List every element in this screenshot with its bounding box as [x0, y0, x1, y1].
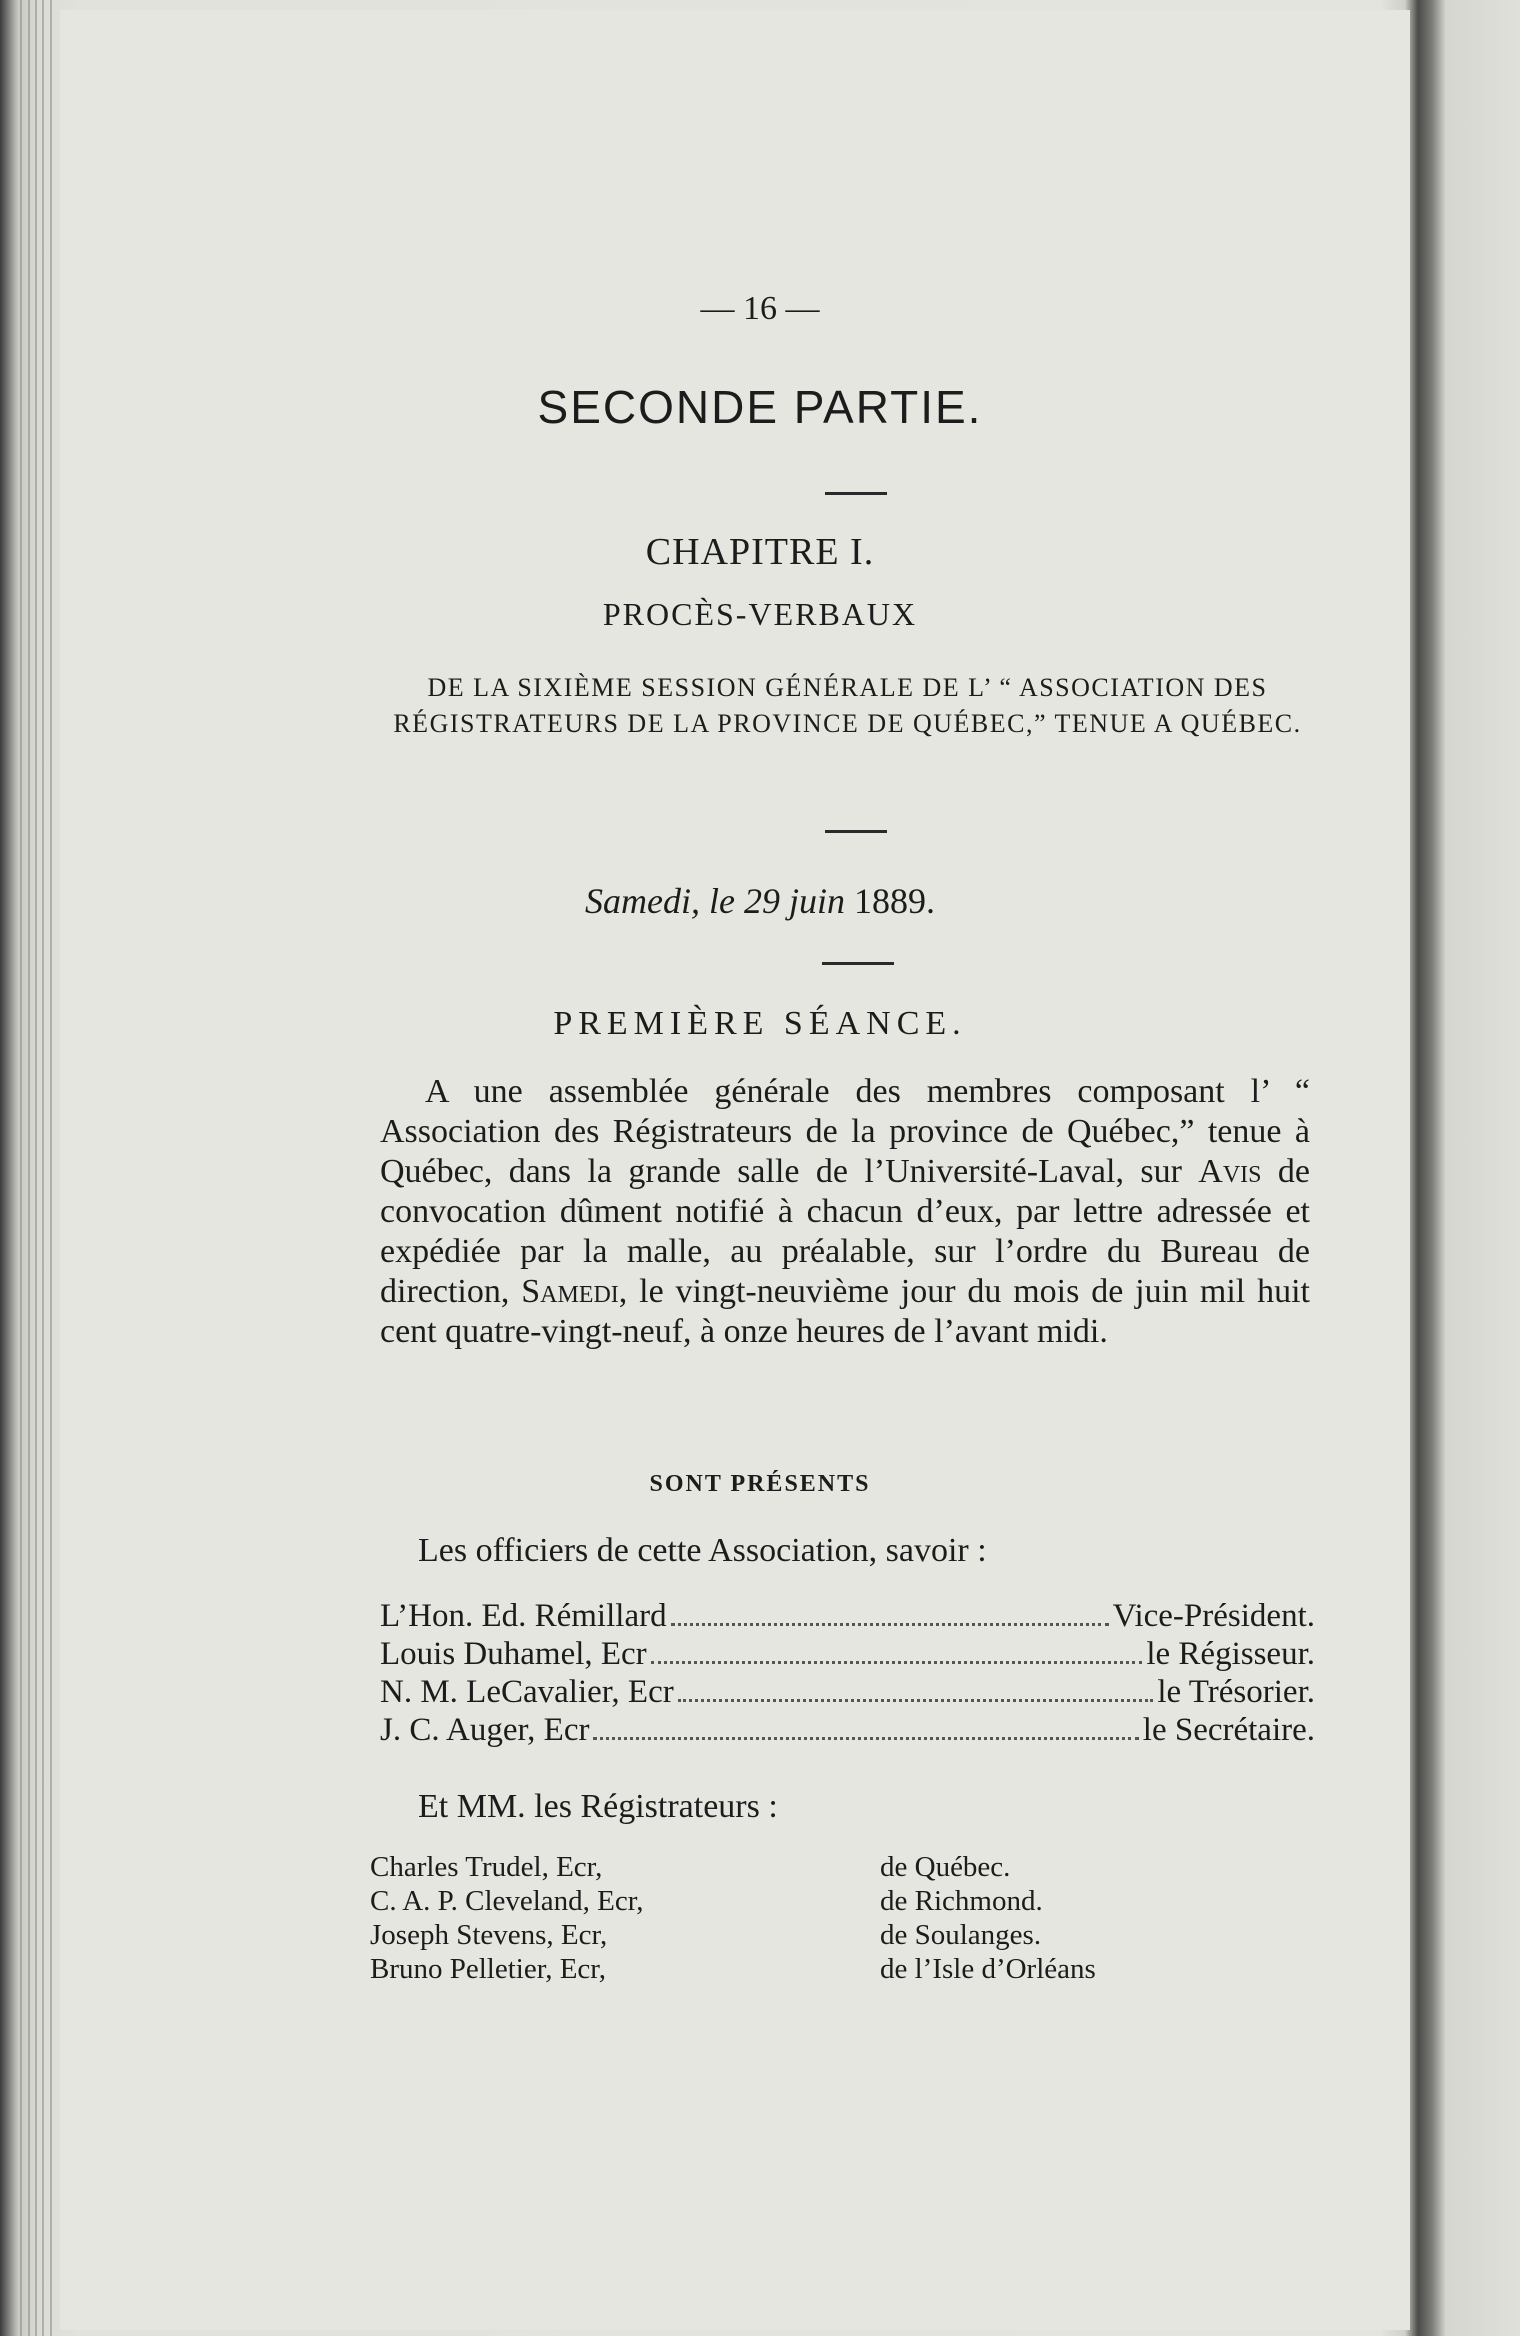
registrar-row	[370, 1884, 1190, 1918]
registrar-row	[370, 1952, 1190, 1986]
registrar-name: C. A. P. Cleveland, Ecr,	[370, 1885, 644, 1917]
registrar-place: de Richmond.	[880, 1885, 1043, 1917]
officer-row	[380, 1674, 1315, 1712]
leader-dots	[593, 1737, 1138, 1740]
leader-dots	[678, 1699, 1154, 1702]
present-heading: SONT PRÉSENTS	[649, 1471, 871, 1497]
officer-name: L’Hon. Ed. Rémillard	[380, 1598, 667, 1634]
officer-name: J. C. Auger, Ecr	[380, 1712, 590, 1748]
registrar-name: Bruno Pelletier, Ecr,	[370, 1953, 607, 1985]
registrars-list	[370, 1850, 1190, 1986]
registrar-row	[370, 1918, 1190, 1952]
officer-role: Vice-Président.	[1112, 1598, 1315, 1634]
paragraph-part2: de convocation dûment notifié à chacun d’eux, par lettre adressée et expédiée par la malle, au préalable, sur l’ordre du Bureau de direction,	[380, 1153, 1311, 1310]
officer-row	[380, 1712, 1315, 1750]
paragraph-samedi: Samedi	[521, 1273, 619, 1310]
registrar-place: de Soulanges.	[880, 1919, 1042, 1951]
session-heading: DE LA SIXIÈME SESSION GÉNÉRALE DE L’ “ ASSOCIATION DES RÉGISTRATEURS DE LA PROVINCE DE QUÉBEC,” TENUE A QUÉBEC.	[393, 673, 1302, 738]
paragraph-avis: Avis	[1198, 1153, 1262, 1190]
officers-intro: Les officiers de cette Association, savoir :	[418, 1532, 987, 1569]
session-date	[0, 880, 1520, 922]
officers-list	[380, 1598, 1315, 1750]
page-number: — 16 —	[700, 290, 820, 327]
officer-row	[380, 1598, 1315, 1636]
leader-dots	[671, 1623, 1109, 1626]
paragraph-part3: , le vingt-neuvième jour du mois de juin mil huit cent quatre-vingt-neuf, à onze heures de l’avant midi.	[380, 1273, 1310, 1350]
registrar-row	[370, 1850, 1190, 1884]
leader-dots	[651, 1661, 1143, 1664]
date-day-month: 29 juin	[743, 881, 845, 921]
officer-role: le Secrétaire.	[1142, 1712, 1315, 1748]
page-edge-lines	[20, 0, 60, 2336]
officer-row	[380, 1636, 1315, 1674]
chapter-title: CHAPITRE I.	[645, 531, 875, 573]
divider-rule	[825, 830, 887, 833]
date-year: 1889.	[853, 881, 935, 921]
section-title: PROCÈS-VERBAUX	[602, 596, 918, 632]
officer-role: le Régisseur.	[1146, 1636, 1315, 1672]
registrar-place: de Québec.	[880, 1851, 1011, 1883]
officer-name: Louis Duhamel, Ecr	[380, 1636, 647, 1672]
registrar-place: de l’Isle d’Orléans	[880, 1953, 1096, 1985]
divider-rule	[825, 492, 887, 495]
registrar-name: Joseph Stevens, Ecr,	[370, 1919, 608, 1951]
date-prefix: Samedi, le	[585, 881, 735, 921]
officer-role: le Trésorier.	[1157, 1674, 1315, 1710]
paragraph-part1: A une assemblée générale des membres composant l’ “ Association des Régistrateurs de la province de Québec,” tenue à Québec, dans la grande salle de l’Université-Laval, sur	[380, 1073, 1310, 1190]
seance-title: PREMIÈRE SÉANCE.	[553, 1005, 967, 1042]
meeting-paragraph	[380, 1072, 1310, 1352]
officer-name: N. M. LeCavalier, Ecr	[380, 1674, 674, 1710]
registrar-name: Charles Trudel, Ecr,	[370, 1851, 603, 1883]
registrars-intro: Et MM. les Régistrateurs :	[418, 1788, 778, 1825]
part-title: SECONDE PARTIE.	[537, 381, 983, 433]
divider-rule	[822, 962, 894, 965]
